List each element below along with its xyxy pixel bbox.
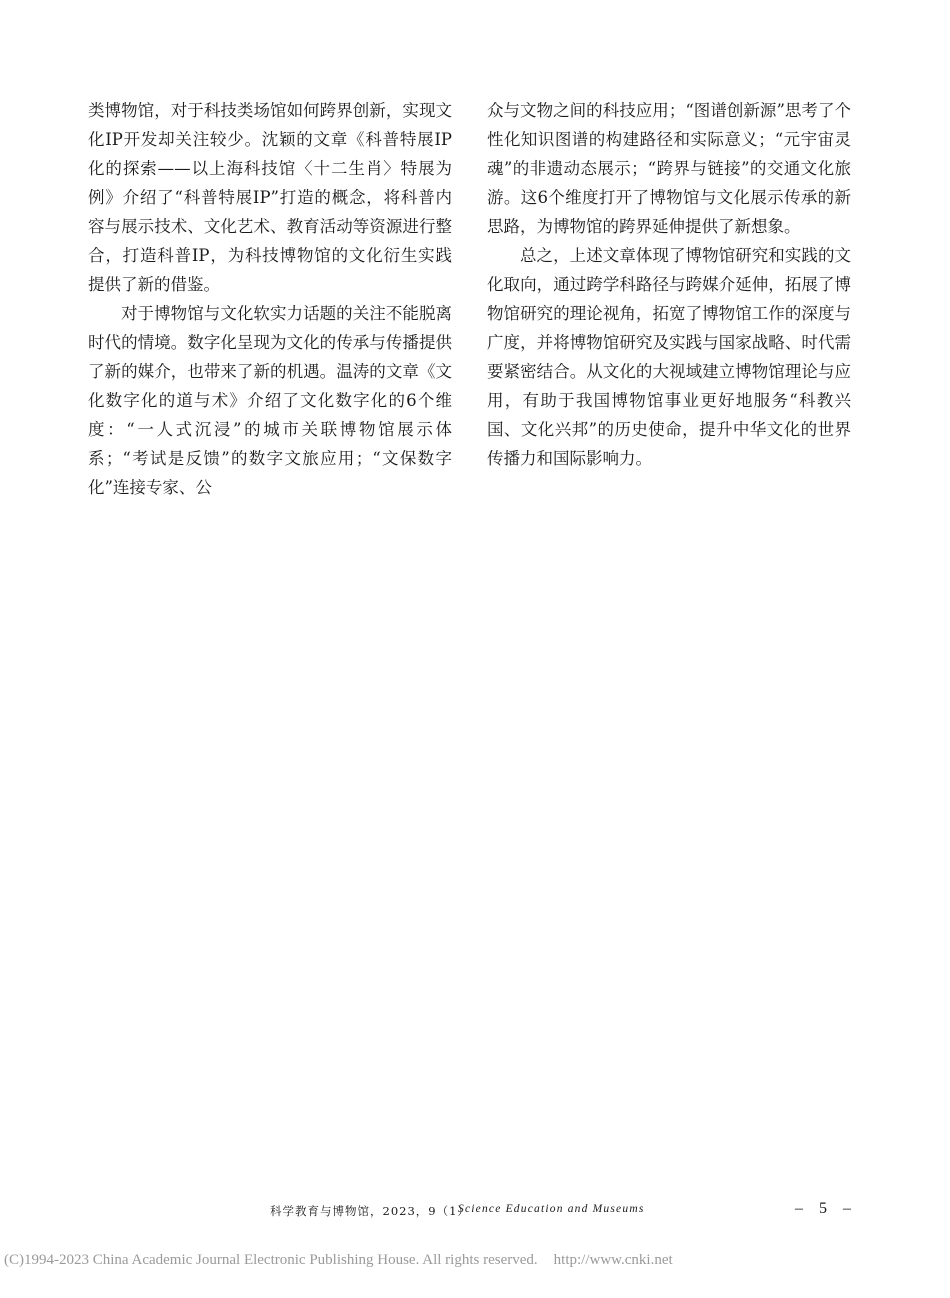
right-column xyxy=(487,96,851,473)
paragraph: 对于博物馆与文化软实力话题的关注不能脱离时代的情境。数字化呈现为文化的传承与传播提供了新的媒介，也带来了新的机遇。温涛的文章《文化数字化的道与术》介绍了文化数字化的6个维度：“一人式沉浸”的城市关联博物馆展示体系；“考试是反馈”的数字文旅应用；“文保数字化”连接专家、公 xyxy=(88,304,452,497)
journal-citation-cn: 科学教育与博物馆，2023，9（1） xyxy=(270,1204,470,1218)
paragraph: 总之，上述文章体现了博物馆研究和实践的文化取向，通过跨学科路径与跨媒介延伸，拓展了博物馆研究的理论视角，拓宽了博物馆工作的深度与广度，并将博物馆研究及实践与国家战略、时代需要紧密结合。从文化的大视域建立博物馆理论与应用，有助于我国博物馆事业更好地服务“科教兴国、文化兴邦”的历史使命，提升中华文化的世界传播力和国际影响力。 xyxy=(487,246,851,468)
journal-title-en: Science Education and Museums xyxy=(458,1203,645,1215)
page-footer xyxy=(0,1200,950,1222)
left-column xyxy=(88,96,452,502)
paragraph-continuation: 众与文物之间的科技应用；“图谱创新源”思考了个性化知识图谱的构建路径和实际意义；“元宇宙灵魂”的非遗动态展示；“跨界与链接”的交通文化旅游。这6个维度打开了博物馆与文化展示传承的新思路，为博物馆的跨界延伸提供了新想象。 xyxy=(487,101,851,236)
paragraph-continuation: 类博物馆，对于科技类场馆如何跨界创新，实现文化IP开发却关注较少。沈颖的文章《科普特展IP化的探索——以上海科技馆〈十二生肖〉特展为例》介绍了“科普特展IP”打造的概念，将科普内容与展示技术、文化艺术、教育活动等资源进行整合，打造科普IP，为科技博物馆的文化衍生实践提供了新的借鉴。 xyxy=(88,101,452,294)
page-number: – 5 – xyxy=(795,1200,857,1217)
copyright-link[interactable]: http://www.cnki.net xyxy=(553,1252,673,1268)
copyright-notice xyxy=(4,1252,673,1269)
copyright-text: (C)1994-2023 China Academic Journal Electronic Publishing House. All rights reserved. xyxy=(4,1252,538,1268)
